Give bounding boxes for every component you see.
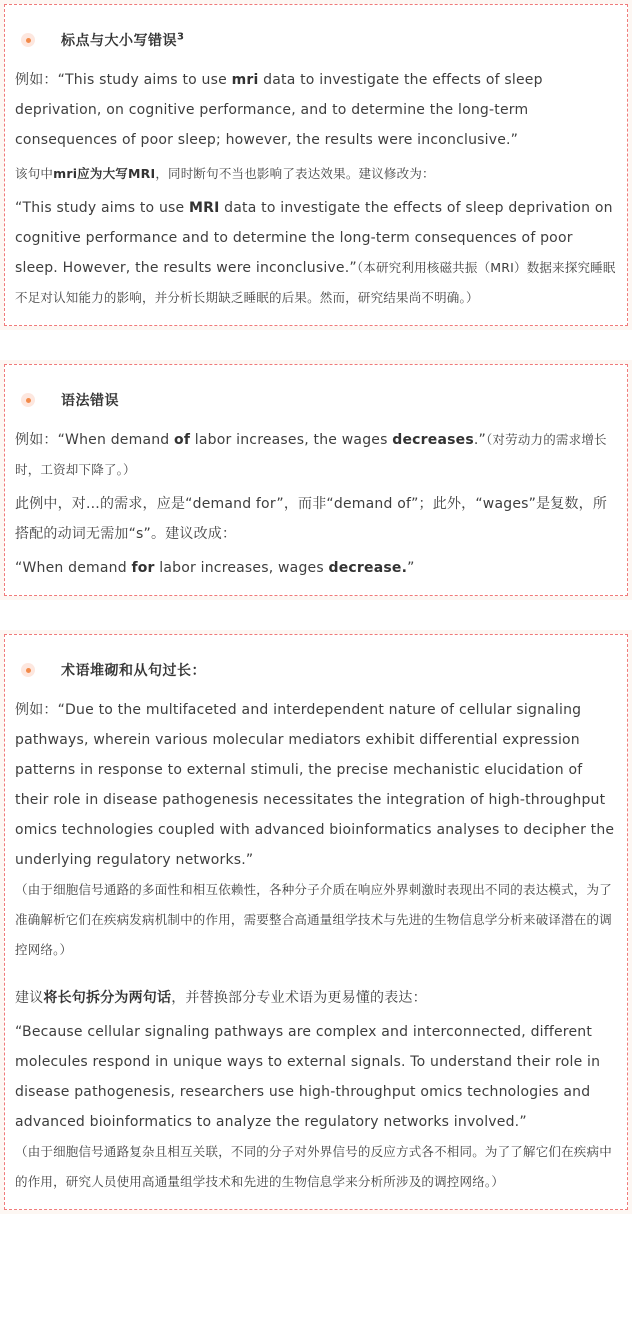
card-gap (0, 330, 632, 360)
error-highlight: mri (231, 72, 259, 88)
corrected-paragraph: “Because cellular signaling pathways are complex and interconnected, different molecules respond in unique ways to external signals. To understand their role in disease pathogenesis, researchers use high-throughput omics technologies and advanced bioinformatics to analyze the regulatory networks involved.” (15, 1024, 601, 1130)
card-grammar (0, 360, 632, 600)
translation-note: （对劳动力的需求增长时，工资却下降了。） (15, 432, 607, 477)
bullet-dot-icon (21, 33, 35, 47)
error-highlight: of (174, 432, 191, 448)
card-gap (0, 600, 632, 630)
card-jargon-long-clauses (0, 630, 632, 1214)
card-body (4, 364, 628, 596)
bullet-dot-icon (21, 663, 35, 677)
explanation-highlight: mri应为大写MRI (53, 166, 156, 181)
card-punctuation-capitalization (0, 0, 632, 330)
example-paragraph: 例如：“When demand of labor increases, the wages decreases.”（对劳动力的需求增长时，工资却下降了。） (15, 432, 607, 477)
card-body (4, 634, 628, 1210)
example-paragraph: 例如：“This study aims to use mri data to investigate the effects of sleep deprivation, on cognitive performance, and to determine the long-term consequences of poor sleep; however, the results were inconclusive.” (15, 72, 543, 148)
footnote-marker: 3 (177, 31, 185, 43)
error-highlight: decreases (392, 432, 474, 448)
correction-highlight: MRI (188, 200, 220, 216)
section-heading (15, 27, 617, 53)
explanation-paragraph: 此例中，对...的需求，应是“demand for”，而非“demand of”；此外，“wages”是复数，所搭配的动词无需加“s”。建议改成： (15, 496, 608, 542)
corrected-paragraph: “This study aims to use MRI data to investigate the effects of sleep deprivation on cognitive performance and to determine the long-term consequences of poor sleep. However, the results were inconclusive.”（本研究利用核磁共振（MRI）数据来探究睡眠不足对认知能力的影响，并分析长期缺乏睡眠的后果。然而，研究结果尚不明确。） (15, 200, 616, 305)
example-paragraph: 例如：“Due to the multifaceted and interdependent nature of cellular signaling pathways, wherein various molecular mediators exhibit differential expression patterns in response to external stimuli, the precise mechanistic elucidation of their role in disease pathogenesis necessitates the integration of high-throughput omics technologies coupled with advanced bioinformatics analyses to decipher the underlying regulatory networks.” (15, 702, 615, 868)
suggestion-paragraph: 建议将长句拆分为两句话，并替换部分专业术语为更易懂的表达： (15, 990, 427, 1006)
spacer (15, 969, 617, 983)
section-heading (15, 657, 617, 683)
translation-note: （本研究利用核磁共振（MRI）数据来探究睡眠不足对认知能力的影响，并分析长期缺乏睡眠的后果。然而，研究结果尚不明确。） (15, 260, 616, 305)
heading-title: 术语堆砌和从句过长： (61, 663, 206, 679)
suggestion-highlight: 将长句拆分为两句话 (43, 990, 172, 1006)
card-body (4, 4, 628, 326)
correction-highlight: for (131, 560, 155, 576)
bullet-dot-icon (21, 393, 35, 407)
heading-title: 标点与大小写错误 (61, 33, 177, 49)
translation-note: （由于细胞信号通路复杂且相互关联，不同的分子对外界信号的反应方式各不相同。为了了解它们在疾病中的作用，研究人员使用高通量组学技术和先进的生物信息学来分析所涉及的调控网络。） (15, 1144, 612, 1189)
section-heading (15, 387, 617, 413)
correction-highlight: decrease. (328, 560, 408, 576)
corrected-paragraph: “When demand for labor increases, wages decrease.” (15, 560, 415, 576)
translation-note: （由于细胞信号通路的多面性和相互依赖性，各种分子介质在响应外界刺激时表现出不同的表达模式，为了准确解析它们在疾病发病机制中的作用，需要整合高通量组学技术与先进的生物信息学分析来破译潜在的调控网络。） (15, 882, 612, 957)
heading-title: 语法错误 (61, 393, 119, 409)
explanation-paragraph: 该句中mri应为大写MRI，同时断句不当也影响了表达效果。建议修改为： (15, 166, 435, 181)
